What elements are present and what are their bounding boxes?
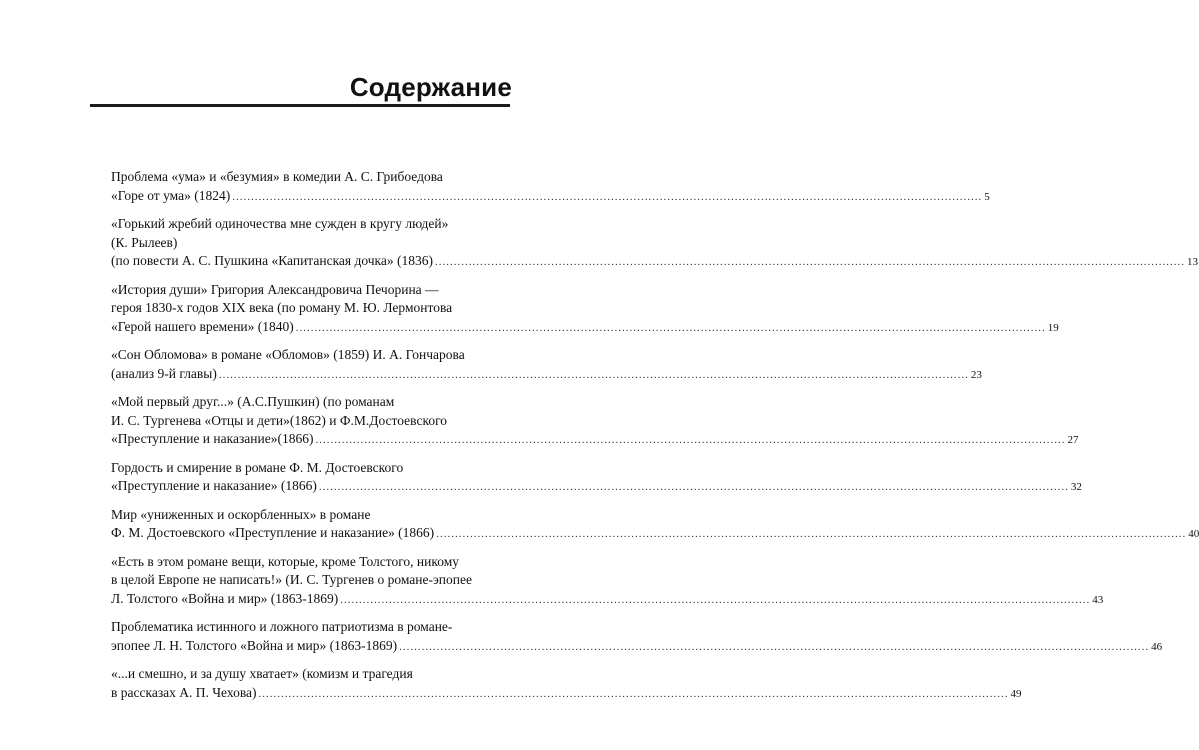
toc-entry[interactable] (111, 346, 982, 384)
page-title: Содержание (349, 72, 512, 102)
page-number: 19 (1047, 321, 1059, 334)
toc-entry-line: «Мой первый друг...» (А.С.Пушкин) (по романам (111, 394, 395, 409)
dot-leader: ........................................................................................................................................................................................................ (435, 256, 1186, 268)
dot-leader: ........................................................................................................................................................................................................ (340, 593, 1091, 606)
page-number: 13 (1187, 256, 1199, 268)
page-number: 40 (1188, 528, 1199, 540)
page-number: 23 (970, 368, 982, 381)
toc-entry-line: «История души» Григория Александровича Печорина — (111, 281, 439, 297)
dot-leader: ........................................................................................................................................................................................................ (318, 481, 1069, 493)
table-of-contents (111, 168, 1199, 703)
toc-entry-line: «Сон Обломова» в романе «Обломов» (1859) И. А. Гончарова (111, 347, 465, 362)
dot-leader: ........................................................................................................................................................................................................ (232, 190, 983, 203)
toc-entry-line: «...и смешно, и за душу хватает» (комизм и трагедия (111, 666, 413, 681)
toc-entry[interactable] (111, 215, 1199, 272)
dot-leader: ........................................................................................................................................................................................................ (258, 687, 1009, 700)
toc-entry-last-line (111, 430, 1079, 450)
dot-leader: ........................................................................................................................................................................................................ (399, 640, 1150, 653)
toc-entry-last-line (111, 684, 1022, 704)
toc-entry-last-line (111, 365, 982, 385)
toc-entry-line: (К. Рылеев) (111, 234, 178, 250)
toc-entry-title-end: (анализ 9-й главы) (111, 365, 217, 381)
dot-leader: ........................................................................................................................................................................................................ (218, 368, 969, 381)
page-number: 27 (1067, 434, 1079, 446)
page-number: 5 (984, 190, 990, 203)
toc-entry-last-line (111, 477, 1082, 497)
page-number: 32 (1070, 481, 1082, 493)
toc-entry[interactable] (111, 393, 1079, 450)
page-number: 46 (1151, 640, 1163, 653)
toc-entry-line: И. С. Тургенева «Отцы и дети»(1862) и Ф.М.Достоевского (111, 412, 448, 428)
toc-entry-title-end: (по повести А. С. Пушкина «Капитанская дочка» (1836) (111, 253, 434, 268)
toc-entry-line: «Горький жребий одиночества мне сужден в кругу людей» (111, 216, 449, 231)
toc-entry[interactable] (111, 618, 1163, 656)
toc-entry-title-end: Л. Толстого «Война и мир» (1863-1869) (111, 590, 339, 606)
title-underline (90, 104, 510, 107)
toc-entry-last-line (111, 524, 1199, 544)
toc-entry-last-line (111, 252, 1199, 272)
toc-entry-title-end: «Герой нашего времени» (1840) (111, 318, 294, 334)
toc-entry-title-end: в рассказах А. П. Чехова) (111, 684, 257, 700)
dot-leader: ........................................................................................................................................................................................................ (315, 434, 1066, 446)
toc-entry-last-line (111, 637, 1163, 657)
dot-leader: ........................................................................................................................................................................................................ (436, 528, 1187, 540)
toc-entry-line: Мир «униженных и оскорбленных» в романе (111, 506, 371, 522)
toc-entry-line: «Есть в этом романе вещи, которые, кроме Толстого, никому (111, 553, 460, 569)
toc-entry[interactable] (111, 553, 1104, 610)
toc-entry-last-line (111, 590, 1104, 610)
toc-entry-last-line (111, 187, 990, 207)
toc-entry-line: героя 1830-х годов XIX века (по роману М. Ю. Лермонтова (111, 300, 453, 315)
toc-entry-line: Гордость и смирение в романе Ф. М. Достоевского (111, 459, 404, 475)
toc-entry[interactable] (111, 168, 990, 206)
toc-entry-title-end: эпопее Л. Н. Толстого «Война и мир» (1863-1869) (111, 637, 398, 653)
toc-entry-line: Проблематика истинного и ложного патриотизма в романе- (111, 619, 453, 634)
toc-entry[interactable] (111, 506, 1199, 544)
dot-leader: ........................................................................................................................................................................................................ (295, 321, 1046, 334)
toc-entry-title-end: «Горе от ума» (1824) (111, 187, 231, 203)
page-number: 49 (1010, 687, 1022, 700)
toc-entry-line: в целой Европе не написать!» (И. С. Тургенев о романе-эпопее (111, 572, 472, 587)
toc-entry[interactable] (111, 665, 1022, 703)
toc-entry-line: Проблема «ума» и «безумия» в комедии А. С. Грибоедова (111, 169, 443, 184)
toc-entry-title-end: «Преступление и наказание»(1866) (111, 431, 314, 446)
page-number: 43 (1092, 593, 1104, 606)
toc-entry-last-line (111, 318, 1059, 338)
toc-entry[interactable] (111, 281, 1059, 338)
toc-entry[interactable] (111, 459, 1082, 497)
toc-entry-title-end: Ф. М. Достоевского «Преступление и наказание» (1866) (111, 525, 435, 540)
toc-entry-title-end: «Преступление и наказание» (1866) (111, 478, 317, 493)
